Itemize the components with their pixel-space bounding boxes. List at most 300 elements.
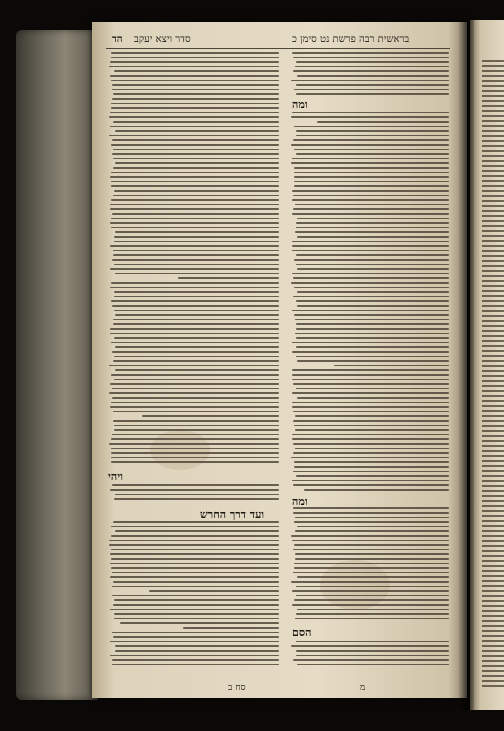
text-line: [109, 540, 279, 542]
facing-text-line: [482, 600, 504, 602]
text-line: [112, 397, 279, 399]
text-line: [295, 530, 449, 532]
text-line: [113, 319, 279, 321]
facing-text-line: [482, 605, 504, 607]
facing-text-line: [482, 485, 504, 487]
facing-text-line: [482, 570, 504, 572]
text-line: [112, 351, 279, 353]
text-line: [109, 365, 279, 367]
text-line: [292, 540, 449, 542]
text-line: [113, 604, 279, 606]
text-line: [115, 494, 279, 496]
text-line: [110, 245, 279, 247]
section-word-hasam: הסם: [292, 626, 312, 639]
facing-text-line: [482, 245, 504, 247]
text-line: [295, 204, 449, 206]
text-line: [296, 655, 449, 657]
text-line: [296, 586, 449, 588]
facing-text-line: [482, 665, 504, 667]
facing-text-line: [482, 105, 504, 107]
text-line: [110, 222, 279, 224]
text-line: [112, 259, 279, 261]
text-line: [291, 535, 449, 537]
text-line: [293, 208, 449, 210]
text-line: [297, 236, 449, 238]
text-line: [293, 512, 449, 514]
text-line: [293, 420, 449, 422]
text-line: [292, 310, 449, 312]
facing-text-line: [482, 205, 504, 207]
text-line: [113, 636, 279, 638]
text-line: [110, 641, 279, 643]
text-line: [111, 535, 279, 537]
running-head-right: בראשית רבה פרשת נט סימן כ: [292, 34, 410, 45]
facing-text-line: [482, 185, 504, 187]
facing-text-line: [482, 420, 504, 422]
facing-text-line: [482, 130, 504, 132]
text-line: [292, 273, 449, 275]
text-line: [114, 291, 279, 293]
text-line: [297, 397, 449, 399]
text-line: [110, 553, 279, 555]
facing-text-line: [482, 685, 504, 687]
text-line: [294, 126, 449, 128]
facing-text-line: [482, 615, 504, 617]
text-line: [296, 595, 449, 597]
gutter-shadow: [458, 20, 474, 710]
text-line: [114, 425, 279, 427]
text-line: [293, 139, 449, 141]
text-line: [113, 93, 279, 95]
text-line: [296, 254, 449, 256]
facing-text-line: [482, 135, 504, 137]
text-line: [110, 406, 279, 408]
text-line: [295, 448, 449, 450]
facing-text-line: [482, 90, 504, 92]
text-line: [111, 448, 279, 450]
facing-text-line: [482, 635, 504, 637]
catchword: מ: [360, 683, 366, 693]
facing-text-line: [482, 435, 504, 437]
facing-text-line: [482, 100, 504, 102]
text-line: [297, 609, 449, 611]
text-line: [111, 526, 279, 528]
facing-text-line: [482, 510, 504, 512]
text-line: [293, 471, 449, 473]
text-line: [115, 650, 279, 652]
facing-text-line: [482, 170, 504, 172]
text-line: [292, 438, 449, 440]
facing-text-line: [482, 505, 504, 507]
text-line: [114, 337, 279, 339]
text-line: [296, 337, 449, 339]
text-line: [115, 530, 279, 532]
text-line: [291, 80, 449, 82]
facing-text-line: [482, 310, 504, 312]
text-line: [110, 208, 279, 210]
text-line: [293, 484, 449, 486]
text-line: [112, 213, 279, 215]
facing-text-line: [482, 555, 504, 557]
text-line: [113, 195, 279, 197]
facing-text-line: [482, 65, 504, 67]
text-line: [295, 558, 449, 560]
text-line: [113, 521, 279, 523]
text-line: [296, 61, 449, 63]
text-line: [111, 107, 279, 109]
text-line: [292, 369, 449, 371]
text-column-right: [289, 50, 449, 670]
text-line: [317, 121, 449, 123]
text-line: [114, 613, 279, 615]
text-line: [111, 438, 279, 440]
section-word-vayehi: ויהי: [108, 470, 123, 483]
text-line: [113, 254, 279, 256]
text-line: [294, 521, 449, 523]
facing-text-line: [482, 395, 504, 397]
text-line: [114, 599, 279, 601]
text-line: [111, 172, 279, 174]
facing-text-line: [482, 360, 504, 362]
facing-text-line: [482, 400, 504, 402]
facing-text-line: [482, 235, 504, 237]
text-line: [114, 236, 279, 238]
section-word-vamah-2: ומה: [292, 495, 308, 508]
facing-text-line: [482, 315, 504, 317]
text-line: [292, 112, 449, 114]
text-line: [113, 420, 279, 422]
text-line: [297, 75, 449, 77]
text-line: [293, 452, 449, 454]
facing-text-line: [482, 575, 504, 577]
facing-text-line: [482, 655, 504, 657]
text-line: [293, 572, 449, 574]
facing-text-line: [482, 355, 504, 357]
text-line: [115, 346, 279, 348]
text-line: [292, 52, 449, 54]
text-line: [291, 645, 449, 647]
facing-text-line: [482, 225, 504, 227]
text-line: [142, 415, 279, 417]
text-line: [113, 121, 279, 123]
text-line: [295, 429, 450, 431]
facing-text-line: [482, 380, 504, 382]
text-line: [294, 563, 449, 565]
text-line: [294, 176, 449, 178]
facing-text-line: [482, 340, 504, 342]
facing-text-line: [482, 475, 504, 477]
text-line: [292, 241, 449, 243]
text-line: [297, 664, 449, 666]
text-line: [292, 406, 449, 408]
text-line: [292, 213, 449, 215]
text-line: [296, 356, 449, 358]
text-line: [114, 618, 279, 620]
text-line: [296, 153, 449, 155]
text-line: [111, 457, 279, 459]
text-line: [294, 259, 449, 261]
facing-text-line: [482, 295, 504, 297]
facing-text-line: [482, 415, 504, 417]
facing-text-line: [482, 85, 504, 87]
text-line: [112, 632, 279, 634]
text-line: [291, 581, 449, 583]
facing-text-line: [482, 230, 504, 232]
text-line: [111, 282, 279, 284]
text-line: [292, 199, 449, 201]
facing-text-line: [482, 150, 504, 152]
text-line: [110, 655, 279, 657]
facing-text-line: [482, 480, 504, 482]
text-line: [111, 185, 279, 187]
facing-text-line: [482, 265, 504, 267]
facing-text-line: [482, 200, 504, 202]
text-line: [295, 517, 449, 519]
text-line: [295, 415, 449, 417]
text-line: [293, 195, 449, 197]
facing-text-line: [482, 305, 504, 307]
facing-text-line: [482, 385, 504, 387]
text-line: [111, 558, 279, 560]
facing-text-line: [482, 140, 504, 142]
text-line: [296, 264, 449, 266]
text-line: [293, 659, 449, 661]
facing-text-line: [482, 630, 504, 632]
facing-text-line: [482, 240, 504, 242]
facing-text-line: [482, 405, 504, 407]
text-line: [111, 144, 279, 146]
facing-text-line: [482, 530, 504, 532]
text-line: [115, 273, 279, 275]
facing-text-line: [482, 220, 504, 222]
book-fore-edge: [16, 30, 98, 700]
text-line: [293, 57, 449, 59]
text-line: [111, 374, 279, 376]
text-line: [111, 218, 279, 220]
text-line: [111, 199, 279, 201]
facing-text-line: [482, 590, 504, 592]
text-line: [294, 149, 449, 151]
text-line: [294, 89, 449, 91]
text-line: [291, 457, 449, 459]
text-line: [296, 84, 449, 86]
facing-text-line: [482, 445, 504, 447]
facing-text-line: [482, 620, 504, 622]
text-line: [178, 277, 279, 279]
text-line: [294, 461, 449, 463]
facing-text-line: [482, 325, 504, 327]
facing-text-line: [482, 190, 504, 192]
text-line: [110, 61, 279, 63]
text-line: [114, 241, 279, 243]
text-line: [296, 641, 449, 643]
facing-text-line: [482, 430, 504, 432]
text-line: [109, 443, 279, 445]
text-line: [296, 613, 449, 615]
text-line: [296, 93, 449, 95]
text-line: [294, 425, 449, 427]
facing-text-line: [482, 540, 504, 542]
text-line: [115, 314, 279, 316]
facing-text-line: [482, 175, 504, 177]
facing-text-line: [482, 80, 504, 82]
text-line: [115, 231, 279, 233]
text-line: [292, 158, 449, 160]
text-line: [110, 563, 279, 565]
facing-text-line: [482, 440, 504, 442]
text-line: [294, 544, 449, 546]
facing-text-line: [482, 365, 504, 367]
facing-text-line: [482, 160, 504, 162]
text-line: [292, 374, 449, 376]
facing-text-line: [482, 335, 504, 337]
text-line: [149, 590, 279, 592]
text-line: [292, 402, 449, 404]
facing-text-line: [482, 350, 504, 352]
text-line: [304, 489, 449, 491]
text-line: [293, 549, 449, 551]
facing-text-line: [482, 455, 504, 457]
facing-text-line: [482, 145, 504, 147]
text-line: [111, 549, 279, 551]
text-line: [111, 103, 279, 105]
text-line: [294, 172, 449, 174]
text-line: [113, 323, 279, 325]
signature-mark: סח ב: [228, 683, 246, 693]
text-line: [110, 383, 279, 385]
facing-text-line: [482, 425, 504, 427]
text-line: [112, 484, 279, 486]
facing-text-line: [482, 595, 504, 597]
text-line: [110, 75, 279, 77]
facing-text-line: [482, 70, 504, 72]
text-line: [112, 434, 279, 436]
facing-text-line: [482, 250, 504, 252]
facing-text-line: [482, 165, 504, 167]
text-line: [113, 581, 279, 583]
text-line: [114, 264, 279, 266]
text-line: [292, 250, 449, 252]
text-line: [114, 70, 279, 72]
text-line: [114, 379, 279, 381]
text-line: [111, 567, 279, 569]
section-heading-ad-derech: ועד דרך החרש: [200, 508, 265, 521]
text-line: [183, 627, 279, 629]
text-line: [111, 181, 279, 183]
text-line: [112, 659, 279, 661]
text-line: [109, 392, 279, 394]
facing-text-line: [482, 470, 504, 472]
text-line: [112, 572, 279, 574]
text-line: [295, 333, 449, 335]
text-line: [296, 475, 449, 477]
facing-text-line: [482, 370, 504, 372]
text-line: [294, 314, 449, 316]
facing-text-line: [482, 610, 504, 612]
text-line: [296, 650, 449, 652]
text-line: [296, 388, 449, 390]
text-line: [292, 590, 449, 592]
facing-text-line: [482, 180, 504, 182]
facing-text-line: [482, 60, 504, 62]
text-line: [113, 360, 279, 362]
text-line: [112, 139, 279, 141]
facing-text-line: [482, 120, 504, 122]
text-line: [114, 498, 279, 500]
text-line: [294, 167, 449, 169]
text-line: [293, 70, 449, 72]
facing-text-line: [482, 320, 504, 322]
text-line: [297, 576, 449, 578]
facing-text-line: [482, 410, 504, 412]
text-line: [297, 268, 449, 270]
text-line: [112, 305, 279, 307]
text-line: [296, 328, 449, 330]
text-line: [115, 369, 279, 371]
text-line: [292, 480, 449, 482]
text-line: [294, 287, 449, 289]
text-line: [111, 452, 279, 454]
facing-text-line: [482, 545, 504, 547]
text-line: [293, 411, 449, 413]
facing-text-line: [482, 95, 504, 97]
text-line: [292, 379, 449, 381]
facing-text-line: [482, 375, 504, 377]
text-line: [112, 586, 279, 588]
facing-text-line: [482, 500, 504, 502]
text-line: [296, 346, 449, 348]
text-line: [112, 89, 279, 91]
text-line: [112, 664, 279, 666]
text-line: [109, 544, 279, 546]
facing-text-line: [482, 565, 504, 567]
text-line: [110, 333, 279, 335]
text-line: [112, 98, 279, 100]
facing-text-line: [482, 640, 504, 642]
facing-text-line: [482, 275, 504, 277]
header-rule: [106, 48, 450, 49]
text-line: [112, 595, 279, 597]
text-line: [114, 296, 279, 298]
text-line: [293, 507, 449, 509]
facing-text-line: [482, 585, 504, 587]
text-line: [111, 461, 279, 463]
text-line: [296, 300, 449, 302]
text-line: [110, 328, 279, 330]
text-line: [295, 231, 449, 233]
text-line: [294, 599, 449, 601]
text-line: [293, 277, 449, 279]
text-line: [120, 622, 279, 624]
text-line: [109, 66, 279, 68]
text-line: [110, 489, 279, 491]
facing-text-line: [482, 270, 504, 272]
facing-text-line: [482, 465, 504, 467]
text-line: [292, 342, 449, 344]
facing-text-line: [482, 460, 504, 462]
text-line: [293, 296, 449, 298]
text-line: [292, 392, 449, 394]
text-line: [110, 204, 279, 206]
facing-text-line: [482, 660, 504, 662]
page-number: הד: [112, 34, 123, 45]
facing-text-line: [482, 300, 504, 302]
facing-text-line: [482, 675, 504, 677]
text-line: [113, 158, 279, 160]
facing-text-line: [482, 490, 504, 492]
facing-text-line: [482, 390, 504, 392]
text-column-left: [107, 50, 279, 670]
